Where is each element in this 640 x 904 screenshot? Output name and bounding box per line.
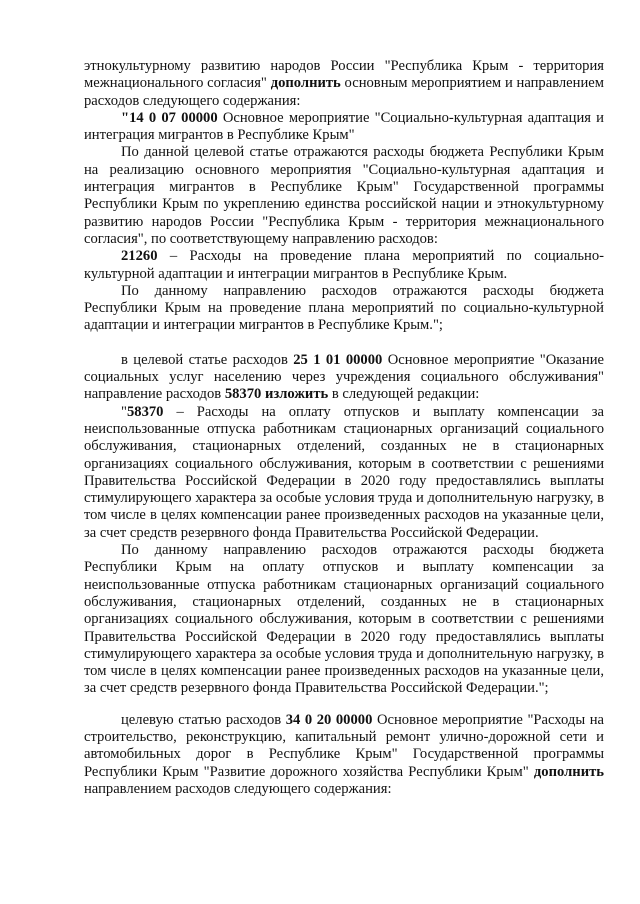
p1-text-2: основным мероприятием и направлением расходов следующего содержания:	[84, 75, 604, 109]
p6-text-1: в целевой статье расходов	[121, 351, 294, 368]
p3-text: По данной целевой статье отражаются расходы бюджета Республики Крым на реализацию основного мероприятия "Социально-культурная адаптация и интеграция мигрантов в Республике Крым" Государственной программы Республики Крым по укреплению единства российской нации и этнокультурному развитию народов России "Республика Крым - территория межнационального согласия", по соответствующему направлению расходов:	[84, 144, 604, 247]
p1-text-1: этнокультурному развитию народов России "Республика Крым - территория межнационального согласия"	[84, 58, 604, 92]
p2-text: Основное мероприятие "Социально-культурная адаптация и интеграция мигрантов в Республике Крым"	[84, 109, 604, 144]
paragraph-1	[84, 58, 604, 110]
p6-text-3: в следующей редакции:	[328, 386, 480, 403]
p7-quote: "	[121, 403, 127, 420]
p7-text: – Расходы на оплату отпусков и выплату компенсации за неиспользованные отпуска работникам стационарных организаций социального обслуживания, стационарных отделений, созданных не в стационарных организациях социального обслуживания, которым в соответствии с решениями Правительства Российской Федерации в 2020 году предоставлялись выплаты стимулирующего характера за особые условия труда и дополнительную нагрузку, в том числе в целях компенсации ранее произведенных расходов на указанные цели, за счет средств резервного фонда Правительства Российской Федерации.	[84, 403, 604, 541]
p9-text-3: направлением расходов следующего содержания:	[84, 780, 392, 797]
p9-bold-2: дополнить	[533, 763, 604, 780]
p9-text-2: Основное мероприятие "Расходы на строительство, реконструкцию, капитальный ремонт улично-дорожной сети и автомобильных дорог в Республике Крым" Государственной программы Республики Крым "Развитие дорожного хозяйства Республики Крым"	[84, 711, 604, 780]
p1-bold-1: дополнить	[270, 75, 341, 92]
p8-text: По данному направлению расходов отражаются расходы бюджета Республики Крым на оплату отпусков и выплату компенсации за неиспользованные отпуска работникам стационарных организаций социального обслуживания, стационарных отделений, созданных не в стационарных организациях социального обслуживания, которым в соответствии с решениями Правительства Российской Федерации в 2020 году предоставлялись выплаты стимулирующего характера за особые условия труда и дополнительную нагрузку, в том числе в целях компенсации ранее произведенных расходов на указанные цели, за счет средств резервного фонда Правительства Российской Федерации.";	[84, 542, 604, 697]
p7-code: 58370	[126, 403, 164, 420]
p2-code: "14 0 07 00000	[121, 109, 218, 126]
p4-text: – Расходы на проведение плана мероприятий по социально-культурной адаптации и интеграции мигрантов в Республике Крым.	[84, 248, 604, 282]
paragraph-2	[84, 110, 604, 145]
paragraph-3	[84, 144, 604, 248]
paragraph-7	[84, 404, 604, 542]
paragraph-8	[84, 542, 604, 698]
paragraph-5	[84, 283, 604, 335]
p4-code: 21260	[121, 248, 158, 265]
p9-code: 34 0 20 00000	[285, 711, 373, 728]
document-page	[84, 58, 604, 798]
p5-text: По данному направлению расходов отражаются расходы бюджета Республики Крым на проведение плана мероприятий по социально-культурной адаптации и интеграции мигрантов в Республике Крым.";	[84, 282, 604, 334]
p9-text-1: целевую статью расходов	[121, 711, 286, 728]
p6-code: 25 1 01 00000	[293, 351, 383, 368]
p6-bold-2: 58370 изложить	[224, 386, 329, 403]
paragraph-9	[84, 712, 604, 798]
paragraph-4	[84, 248, 604, 283]
paragraph-6	[84, 352, 604, 404]
p6-text-2: Основное мероприятие "Оказание социальных услуг населению через учреждения социального обслуживания" направление расходов	[84, 351, 604, 403]
